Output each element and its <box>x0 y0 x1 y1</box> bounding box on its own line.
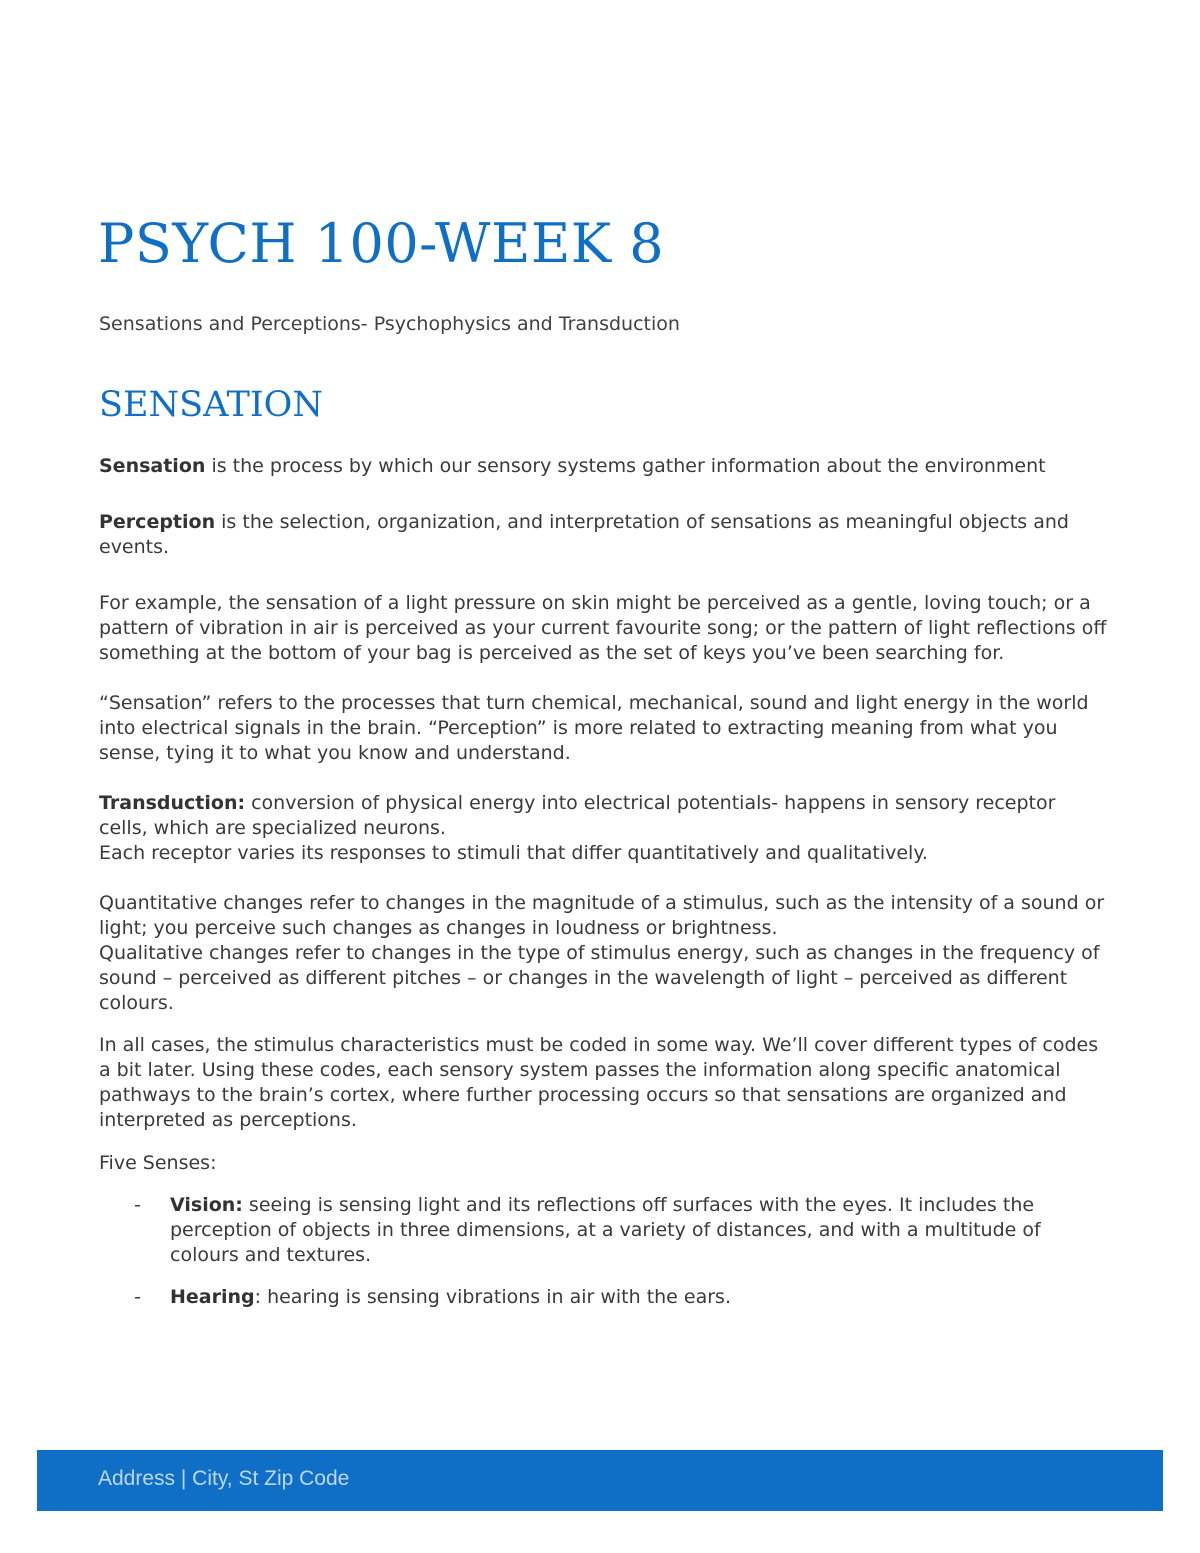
five-senses-label: Five Senses: <box>99 1152 217 1174</box>
footer-bar <box>37 1450 1163 1511</box>
document-body <box>99 384 1109 1327</box>
vision-term: Vision: <box>170 1194 243 1216</box>
sensation-perception-paragraph: “Sensation” refers to the processes that turn chemical, mechanical, sound and light energy in the world into electrical signals in the brain. “Perception” is more related to extracting meaning from what you sense, tying it to what you know and understand. <box>99 692 1089 764</box>
list-item-hearing <box>99 1285 1109 1310</box>
receptor-paragraph: Each receptor varies its responses to stimuli that differ quantitatively and qualitatively. <box>99 842 928 864</box>
transduction-term: Transduction: <box>99 792 246 814</box>
senses-list <box>99 1193 1109 1310</box>
example-paragraph: For example, the sensation of a light pressure on skin might be perceived as a gentle, loving touch; or a pattern of vibration in air is perceived as your current favourite song; or the pattern of light reflections off something at the bottom of your bag is perceived as the set of keys you’ve been searching for. <box>99 592 1107 664</box>
qualitative-paragraph: Qualitative changes refer to changes in the type of stimulus energy, such as changes in the frequency of sound – perceived as different pitches – or changes in the wavelength of light – perceived as different colours. <box>99 942 1100 1014</box>
sensation-definition: is the process by which our sensory systems gather information about the environment <box>205 455 1046 477</box>
vision-definition: seeing is sensing light and its reflections off surfaces with the eyes. It includes the perception of objects in three dimensions, at a variety of distances, and with a multitude of colours and textures. <box>170 1194 1041 1266</box>
transduction-definition: conversion of physical energy into electrical potentials- happens in sensory receptor cells, which are specialized neurons. <box>99 792 1056 839</box>
hearing-definition: : hearing is sensing vibrations in air with the ears. <box>254 1286 731 1308</box>
list-item-vision <box>99 1193 1109 1268</box>
transduction-paragraph <box>99 791 1109 841</box>
sensation-term: Sensation <box>99 455 206 477</box>
footer-address: Address | City, St Zip Code <box>98 1467 350 1490</box>
section-heading: SENSATION <box>99 385 323 425</box>
perception-paragraph <box>99 510 1109 560</box>
coding-paragraph: In all cases, the stimulus characteristics must be coded in some way. We’ll cover different types of codes a bit later. Using these codes, each sensory system passes the information along specific anatomical pathways to the brain’s cortex, where further processing occurs so that sensations are organized and interpreted as perceptions. <box>99 1034 1099 1131</box>
list-dash: - <box>134 1194 141 1216</box>
perception-term: Perception <box>99 511 216 533</box>
perception-definition: is the selection, organization, and interpretation of sensations as meaningful objects and events. <box>99 511 1069 558</box>
document-title: PSYCH 100-WEEK 8 <box>98 212 665 275</box>
quantitative-paragraph: Quantitative changes refer to changes in the magnitude of a stimulus, such as the intensity of a sound or light; you perceive such changes as changes in loudness or brightness. <box>99 892 1105 939</box>
list-dash: - <box>134 1286 141 1308</box>
document-subtitle: Sensations and Perceptions- Psychophysics and Transduction <box>99 313 680 335</box>
hearing-term: Hearing <box>170 1286 255 1308</box>
sensation-paragraph <box>99 454 1109 479</box>
